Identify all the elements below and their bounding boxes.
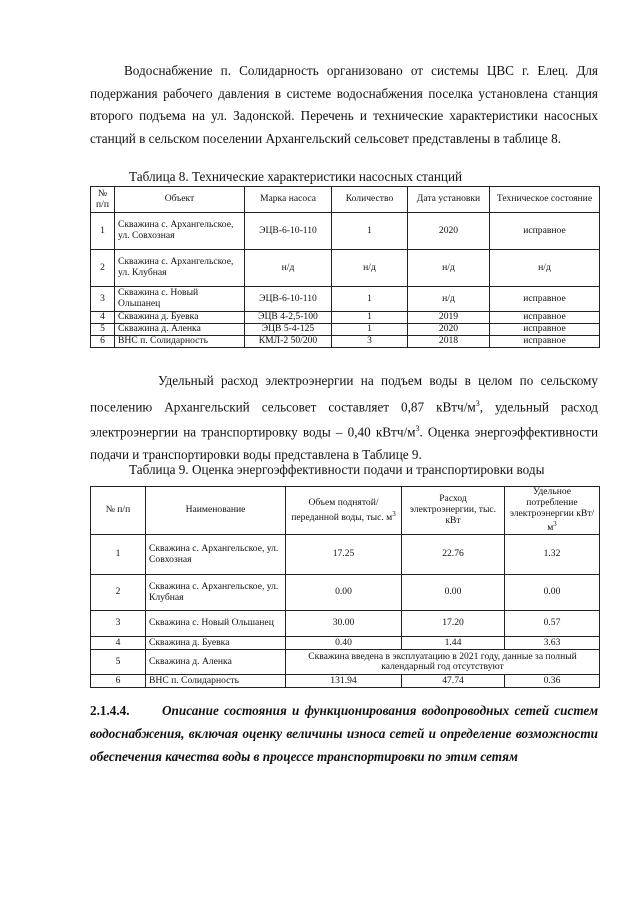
- table-cell: исправное: [490, 312, 600, 324]
- table-cell: Скважина д. Аленка: [146, 650, 286, 675]
- table-cell: 0.40: [286, 637, 402, 650]
- table-cell: исправное: [490, 213, 600, 250]
- table8-header-cell: № п/п: [91, 187, 115, 213]
- table-cell: 0.00: [505, 575, 600, 611]
- table-cell: 1: [91, 535, 146, 575]
- table8-header-row: [91, 187, 600, 213]
- table-cell: 2: [91, 250, 115, 287]
- table-cell: ЭЦВ 4-2,5-100: [245, 312, 332, 324]
- table-cell: н/д: [408, 250, 490, 287]
- table-cell: Скважина д. Буевка: [115, 312, 245, 324]
- table-cell: 17.25: [286, 535, 402, 575]
- table-cell: Скважина с. Архангельское, ул. Клубная: [146, 575, 286, 611]
- table-cell: Скважина д. Аленка: [115, 324, 245, 336]
- table-row: [91, 250, 600, 287]
- energy-text-2: , удельный расход электроэнергии на транспортировку воды – 0,40 кВтч/м: [90, 398, 598, 440]
- table9-header-specific: Удельное потребление электроэнергии кВт/м: [509, 486, 595, 534]
- section-number: 2.1.4.4.: [90, 703, 130, 718]
- table-cell: ВНС п. Солидарность: [115, 336, 245, 348]
- section-title: Описание состояния и функционирования водопроводных сетей систем водоснабжения, включая оценку величины износа сетей и определение возможности обеспечения качества воды в процессе транспортировки по этим сетям: [90, 703, 598, 764]
- table-cell: 2018: [408, 336, 490, 348]
- table-cell: 1: [91, 213, 115, 250]
- energy-paragraph: [90, 370, 598, 467]
- table9-caption: Таблица 9. Оценка энергоэффективности подачи и транспортировки воды: [129, 462, 545, 477]
- table-row: [91, 575, 600, 611]
- table-cell: 1: [332, 324, 408, 336]
- table-cell: 131.94: [286, 675, 402, 688]
- table-row: [91, 637, 600, 650]
- table-cell: 2020: [408, 213, 490, 250]
- table-cell: КМЛ-2 50/200: [245, 336, 332, 348]
- table-row: [91, 324, 600, 336]
- table-cell: 1: [332, 312, 408, 324]
- energy-text-1: Удельный расход электроэнергии на подъем воды в целом по сельскому поселению Архангельский сельсовет составляет 0,87 кВтч/м: [90, 373, 598, 414]
- table9-header-cell: № п/п: [91, 487, 146, 535]
- table-cell: ЭЦВ-6-10-110: [245, 213, 332, 250]
- table8-header-cell: Количество: [332, 187, 408, 213]
- table-row: [91, 312, 600, 324]
- table-cell: 3: [91, 287, 115, 312]
- table-cell: 6: [91, 675, 146, 688]
- table-cell: ЭЦВ 5-4-125: [245, 324, 332, 336]
- table-cell: Скважина с. Новый Ольшанец: [146, 611, 286, 637]
- table-cell: 0.00: [286, 575, 402, 611]
- table-cell: Скважина с. Архангельское, ул. Совхозная: [146, 535, 286, 575]
- table9-header-cell: [286, 487, 402, 535]
- table-cell: 3: [91, 611, 146, 637]
- table8: [90, 186, 600, 348]
- table-cell: 1.32: [505, 535, 600, 575]
- table-row: [91, 287, 600, 312]
- table-row: [91, 336, 600, 348]
- table-cell: 0.00: [402, 575, 505, 611]
- table-cell: 3: [332, 336, 408, 348]
- table-cell: 30.00: [286, 611, 402, 637]
- table-cell: н/д: [408, 287, 490, 312]
- table-row: [91, 611, 600, 637]
- table-cell: 4: [91, 637, 146, 650]
- table-cell: 2: [91, 575, 146, 611]
- energy-text-3: . Оценка энергоэффективности подачи и транспортировки воды представлена в Таблице 9.: [90, 424, 598, 463]
- table8-header-cell: Объект: [115, 187, 245, 213]
- energy-sup-2: 3: [415, 424, 420, 434]
- table-cell: 0.57: [505, 611, 600, 637]
- table-cell: 6: [91, 336, 115, 348]
- table-cell: 4: [91, 312, 115, 324]
- table-cell: ВНС п. Солидарность: [146, 675, 286, 688]
- table-cell: н/д: [332, 250, 408, 287]
- table-row: [91, 535, 600, 575]
- table-cell: Скважина с. Архангельское, ул. Совхозная: [115, 213, 245, 250]
- table8-caption: Таблица 8. Технические характеристики насосных станций: [129, 169, 463, 184]
- table8-header-cell: Дата установки: [408, 187, 490, 213]
- table9-header-volume-sup: 3: [392, 509, 396, 518]
- table-cell: 0.36: [505, 675, 600, 688]
- table-row: [91, 650, 600, 675]
- table-cell: н/д: [245, 250, 332, 287]
- table-cell: 22.76: [402, 535, 505, 575]
- table9-header-row: [91, 487, 600, 535]
- section-heading: [90, 699, 598, 768]
- table9-header-cell: Расход электроэнергии, тыс. кВт: [402, 487, 505, 535]
- table-cell: ЭЦВ-6-10-110: [245, 287, 332, 312]
- table-cell: 17.20: [402, 611, 505, 637]
- table-cell: 5: [91, 324, 115, 336]
- table-cell: 1: [332, 213, 408, 250]
- table-cell: 1: [332, 287, 408, 312]
- table-cell: 5: [91, 650, 146, 675]
- table-cell-note: Скважина введена в эксплуатацию в 2021 году, данные за полный календарный год отсутствуют: [286, 650, 600, 675]
- table9-header-volume: Объем поднятой/переданной воды, тыс. м: [291, 496, 393, 523]
- table-cell: н/д: [490, 250, 600, 287]
- table9-header-cell: Наименование: [146, 487, 286, 535]
- table-cell: исправное: [490, 336, 600, 348]
- table-cell: 47.74: [402, 675, 505, 688]
- table-cell: исправное: [490, 324, 600, 336]
- table-row: [91, 675, 600, 688]
- table-cell: Скважина д. Буевка: [146, 637, 286, 650]
- table8-header-cell: Техническое состояние: [490, 187, 600, 213]
- table-cell: Скважина с. Архангельское, ул. Клубная: [115, 250, 245, 287]
- table9: [90, 486, 600, 688]
- table-cell: 2020: [408, 324, 490, 336]
- table-cell: 2019: [408, 312, 490, 324]
- table-cell: Скважина с. Новый Ольшанец: [115, 287, 245, 312]
- table8-header-cell: Марка насоса: [245, 187, 332, 213]
- table-cell: исправное: [490, 287, 600, 312]
- table-cell: 3.63: [505, 637, 600, 650]
- energy-sup-1: 3: [475, 398, 480, 408]
- intro-paragraph: Водоснабжение п. Солидарность организовано от системы ЦВС г. Елец. Для подержания рабочего давления в системе водоснабжения поселка установлена станция второго подъема на ул. Задонской. Перечень и технические характеристики насосных станций в сельском поселении Архангельский сельсовет представлены в таблице 8.: [90, 63, 598, 146]
- table-cell: 1.44: [402, 637, 505, 650]
- table9-header-specific-sup: 3: [553, 520, 557, 529]
- table9-header-cell: [505, 487, 600, 535]
- table-row: [91, 213, 600, 250]
